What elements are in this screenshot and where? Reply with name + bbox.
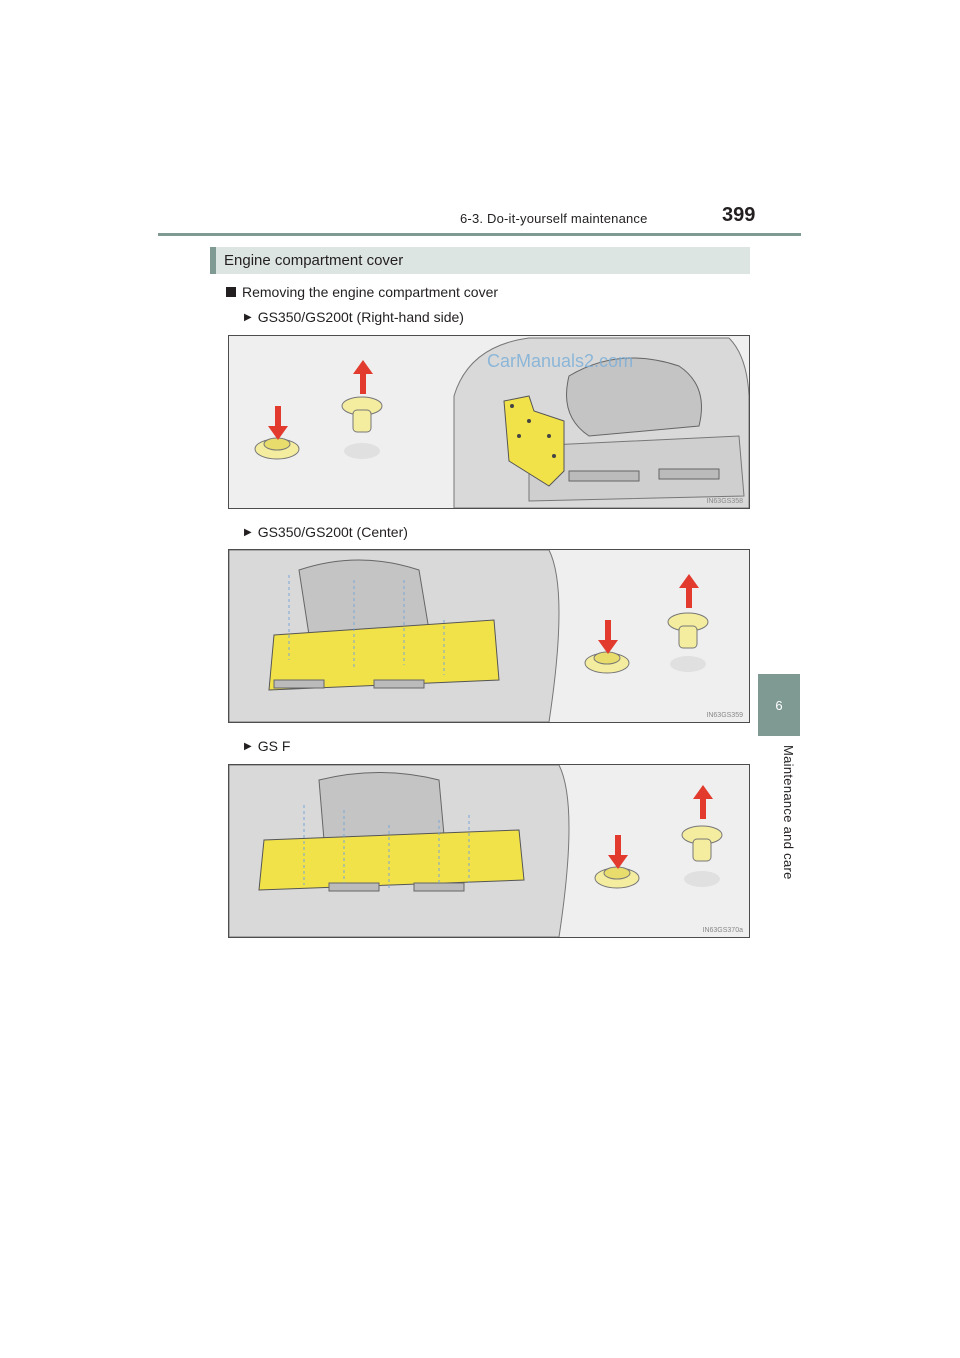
variant-label-text: GS350/GS200t (Center) (257, 524, 408, 540)
variant-label-text: GS F (257, 738, 291, 754)
arrow-down-icon (598, 620, 618, 654)
triangle-bullet-icon: ▶ (244, 526, 252, 538)
square-bullet-icon (226, 287, 236, 297)
section-title: Engine compartment cover (224, 252, 404, 269)
variant-label-3 (244, 738, 290, 754)
arrow-up-icon (353, 360, 373, 394)
watermark: CarManuals2.com (487, 351, 634, 371)
subheading-text: Removing the engine compartment cover (242, 284, 499, 300)
page-number: 399 (722, 204, 756, 226)
arrow-down-icon (268, 406, 288, 440)
variant-label-2 (244, 524, 408, 540)
engine-illustration (229, 765, 749, 937)
figure-gs-f (228, 764, 750, 938)
triangle-bullet-icon: ▶ (244, 740, 252, 752)
variant-label-text: GS350/GS200t (Right-hand side) (257, 309, 464, 325)
section-title-bar (210, 247, 750, 274)
chapter-label: Maintenance and care (781, 745, 796, 880)
chapter-tab (758, 674, 800, 736)
figure-code: IN63GS359 (706, 712, 743, 719)
header-section-title: 6-3. Do-it-yourself maintenance (460, 211, 648, 226)
arrow-down-icon (608, 835, 628, 869)
chapter-number: 6 (775, 697, 783, 713)
arrow-up-icon (679, 574, 699, 608)
figure-code: IN63GS358 (706, 498, 743, 505)
arrow-up-icon (693, 785, 713, 819)
figure-code: IN63GS370a (702, 927, 743, 934)
subheading (226, 284, 498, 300)
header-rule (158, 233, 801, 236)
engine-illustration (229, 550, 749, 722)
triangle-bullet-icon: ▶ (244, 311, 252, 323)
variant-label-1 (244, 309, 464, 325)
figure-center (228, 549, 750, 723)
